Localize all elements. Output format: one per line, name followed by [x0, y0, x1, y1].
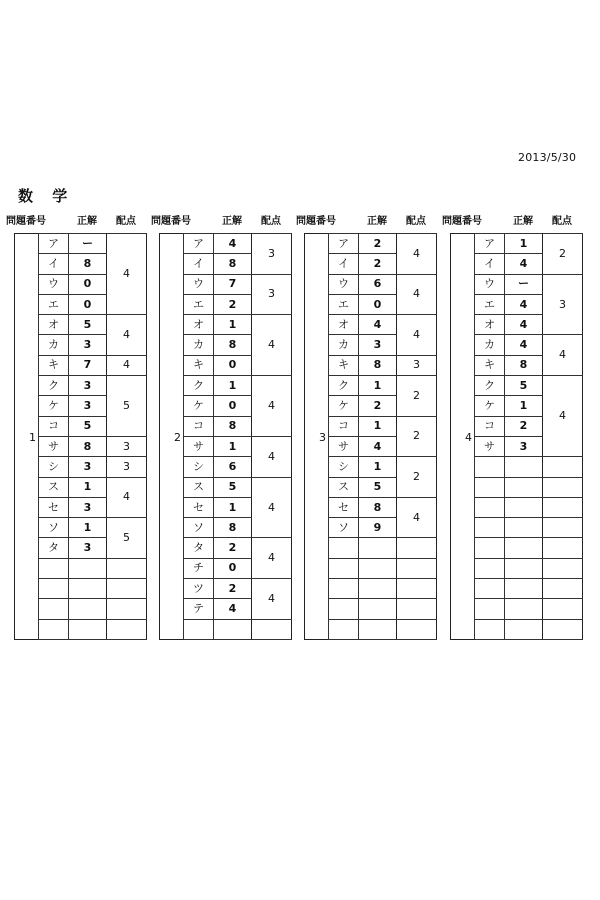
points-value-empty	[252, 619, 292, 639]
answer-value: 2	[359, 254, 397, 274]
answer-value: 2	[214, 579, 252, 599]
answer-value: 5	[359, 477, 397, 497]
points-value: 4	[397, 234, 437, 275]
answer-value: 3	[69, 457, 107, 477]
kana-label: コ	[39, 416, 69, 436]
kana-label	[475, 619, 505, 639]
kana-label: サ	[475, 436, 505, 456]
answer-value: 3	[359, 335, 397, 355]
answer-value: 4	[214, 599, 252, 619]
header-points: 配点	[116, 216, 136, 227]
kana-label: ク	[39, 376, 69, 396]
kana-label: エ	[329, 294, 359, 314]
answer-value	[505, 619, 543, 639]
kana-label	[329, 538, 359, 558]
points-value: 4	[543, 335, 583, 376]
kana-label: ソ	[329, 518, 359, 538]
points-value: 4	[252, 436, 292, 477]
answer-value: 1	[69, 518, 107, 538]
points-value-empty	[543, 457, 583, 477]
answer-value: 1	[359, 457, 397, 477]
answer-value: 7	[214, 274, 252, 294]
answer-value	[359, 579, 397, 599]
answer-value: 0	[359, 294, 397, 314]
kana-label: コ	[475, 416, 505, 436]
header-points: 配点	[552, 216, 572, 227]
points-value: 5	[107, 376, 147, 437]
answer-value: 8	[359, 497, 397, 517]
points-value-empty	[397, 558, 437, 578]
kana-label	[329, 558, 359, 578]
kana-label: テ	[184, 599, 214, 619]
answer-value	[505, 477, 543, 497]
kana-label	[475, 558, 505, 578]
kana-label: ス	[39, 477, 69, 497]
kana-label	[475, 457, 505, 477]
answer-value	[69, 558, 107, 578]
header-answer: 正解	[513, 216, 533, 227]
kana-label: ア	[475, 234, 505, 254]
points-value: 4	[107, 355, 147, 375]
answer-value: 0	[69, 274, 107, 294]
answer-table	[450, 233, 583, 640]
points-value-empty	[543, 477, 583, 497]
table-row	[160, 234, 292, 254]
kana-label	[475, 579, 505, 599]
points-value: 2	[397, 457, 437, 498]
answer-value: 0	[214, 396, 252, 416]
answer-value: 5	[214, 477, 252, 497]
points-value-empty	[543, 619, 583, 639]
question-number: 2	[160, 234, 184, 640]
kana-label: シ	[184, 457, 214, 477]
kana-label: イ	[184, 254, 214, 274]
answer-value: 8	[214, 254, 252, 274]
kana-label: チ	[184, 558, 214, 578]
answer-value: 1	[505, 234, 543, 254]
answer-value: 4	[359, 315, 397, 335]
answer-value: 1	[214, 315, 252, 335]
kana-label: カ	[475, 335, 505, 355]
answer-value	[359, 619, 397, 639]
points-value-empty	[543, 579, 583, 599]
question-number: 3	[305, 234, 329, 640]
points-value-empty	[397, 599, 437, 619]
points-value-empty	[397, 538, 437, 558]
answer-value: 2	[359, 396, 397, 416]
kana-label: イ	[39, 254, 69, 274]
points-value: 3	[107, 457, 147, 477]
points-value: 3	[397, 355, 437, 375]
kana-label: ツ	[184, 579, 214, 599]
kana-label: コ	[184, 416, 214, 436]
kana-label: ソ	[39, 518, 69, 538]
kana-label	[329, 599, 359, 619]
points-value-empty	[107, 599, 147, 619]
answer-value: 8	[214, 518, 252, 538]
kana-label: ケ	[184, 396, 214, 416]
answer-value: 2	[359, 234, 397, 254]
answer-value: 6	[359, 274, 397, 294]
answer-value: 8	[359, 355, 397, 375]
kana-label: エ	[475, 294, 505, 314]
answer-value: 3	[69, 376, 107, 396]
kana-label: セ	[329, 497, 359, 517]
kana-label	[39, 619, 69, 639]
kana-label	[329, 619, 359, 639]
table-row	[451, 234, 583, 254]
answer-value	[69, 619, 107, 639]
header-answer: 正解	[77, 216, 97, 227]
answer-value	[505, 538, 543, 558]
answer-value: 2	[214, 294, 252, 314]
answer-value: 0	[69, 294, 107, 314]
answer-value: ー	[505, 274, 543, 294]
question-number: 4	[451, 234, 475, 640]
answer-value	[359, 558, 397, 578]
answer-value: 4	[505, 294, 543, 314]
answer-value: 5	[505, 376, 543, 396]
answer-value: 1	[505, 396, 543, 416]
answer-table	[14, 233, 147, 640]
answer-value: 4	[359, 436, 397, 456]
kana-label	[39, 558, 69, 578]
kana-label: ク	[329, 376, 359, 396]
answer-value: 2	[214, 538, 252, 558]
answer-value: 8	[214, 335, 252, 355]
kana-label: カ	[329, 335, 359, 355]
points-value: 4	[397, 274, 437, 315]
kana-label: キ	[39, 355, 69, 375]
points-value: 4	[107, 315, 147, 356]
answer-value	[505, 579, 543, 599]
kana-label: エ	[184, 294, 214, 314]
answer-value: 8	[69, 254, 107, 274]
points-value-empty	[543, 497, 583, 517]
kana-label: キ	[475, 355, 505, 375]
answer-value: 8	[505, 355, 543, 375]
answer-value: 2	[505, 416, 543, 436]
answer-value: 4	[505, 254, 543, 274]
kana-label: オ	[329, 315, 359, 335]
kana-label: サ	[39, 436, 69, 456]
answer-value: 9	[359, 518, 397, 538]
answer-value: 3	[69, 335, 107, 355]
kana-label	[475, 497, 505, 517]
answer-value: 3	[505, 436, 543, 456]
answer-value: 1	[359, 416, 397, 436]
points-value: 3	[252, 234, 292, 275]
answer-value: 1	[214, 436, 252, 456]
answer-value	[69, 599, 107, 619]
points-value: 4	[543, 376, 583, 457]
kana-label: ケ	[39, 396, 69, 416]
points-value: 4	[252, 315, 292, 376]
kana-label	[329, 579, 359, 599]
table-row	[305, 234, 437, 254]
kana-label: オ	[39, 315, 69, 335]
kana-label: ス	[184, 477, 214, 497]
kana-label: シ	[329, 457, 359, 477]
kana-label: ウ	[184, 274, 214, 294]
kana-label: コ	[329, 416, 359, 436]
answer-value	[505, 497, 543, 517]
points-value: 3	[252, 274, 292, 315]
kana-label: ケ	[329, 396, 359, 416]
answer-value: 8	[214, 416, 252, 436]
kana-label: ウ	[39, 274, 69, 294]
answer-value: 5	[69, 315, 107, 335]
answer-table	[159, 233, 292, 640]
points-value: 5	[107, 518, 147, 559]
kana-label: セ	[39, 497, 69, 517]
answer-value	[505, 518, 543, 538]
kana-label: キ	[329, 355, 359, 375]
kana-label: カ	[39, 335, 69, 355]
kana-label: タ	[184, 538, 214, 558]
answer-value	[359, 599, 397, 619]
header-question-number: 問題番号	[6, 216, 46, 227]
points-value: 4	[252, 477, 292, 538]
answer-value: 4	[505, 315, 543, 335]
kana-label: ソ	[184, 518, 214, 538]
answer-value: 1	[359, 376, 397, 396]
header-answer: 正解	[222, 216, 242, 227]
answer-value	[505, 457, 543, 477]
points-value: 2	[397, 376, 437, 417]
points-value-empty	[543, 538, 583, 558]
kana-label: ク	[184, 376, 214, 396]
kana-label: セ	[184, 497, 214, 517]
answer-value: 1	[69, 477, 107, 497]
points-value-empty	[543, 558, 583, 578]
points-value-empty	[543, 599, 583, 619]
points-value: 4	[252, 376, 292, 437]
points-value: 4	[397, 497, 437, 538]
table-row	[15, 234, 147, 254]
kana-label: ア	[329, 234, 359, 254]
kana-label: イ	[329, 254, 359, 274]
kana-label: ア	[184, 234, 214, 254]
answer-value: 1	[214, 497, 252, 517]
kana-label: タ	[39, 538, 69, 558]
header-answer: 正解	[367, 216, 387, 227]
kana-label: キ	[184, 355, 214, 375]
question-number: 1	[15, 234, 39, 640]
header-question-number: 問題番号	[296, 216, 336, 227]
points-value: 2	[397, 416, 437, 457]
answer-value: 4	[214, 234, 252, 254]
kana-label: カ	[184, 335, 214, 355]
kana-label: ア	[39, 234, 69, 254]
points-value: 4	[252, 538, 292, 579]
points-value: 4	[107, 234, 147, 315]
subject-title: 数 学	[18, 187, 75, 205]
answer-value: 3	[69, 497, 107, 517]
document-date: 2013/5/30	[518, 151, 577, 164]
answer-value: 4	[505, 335, 543, 355]
kana-label: ケ	[475, 396, 505, 416]
kana-label	[475, 599, 505, 619]
header-points: 配点	[261, 216, 281, 227]
kana-label	[184, 619, 214, 639]
points-value: 4	[252, 579, 292, 620]
points-value-empty	[543, 518, 583, 538]
kana-label: オ	[184, 315, 214, 335]
points-value: 4	[107, 477, 147, 518]
kana-label	[475, 538, 505, 558]
answer-value: ー	[69, 234, 107, 254]
answer-value: 0	[214, 355, 252, 375]
answer-value: 7	[69, 355, 107, 375]
kana-label: ク	[475, 376, 505, 396]
answer-value: 5	[69, 416, 107, 436]
answer-value: 3	[69, 538, 107, 558]
header-question-number: 問題番号	[442, 216, 482, 227]
kana-label: ス	[329, 477, 359, 497]
points-value-empty	[397, 579, 437, 599]
kana-label	[475, 518, 505, 538]
kana-label: ウ	[329, 274, 359, 294]
points-value: 2	[543, 234, 583, 275]
points-value-empty	[397, 619, 437, 639]
answer-value	[214, 619, 252, 639]
kana-label: エ	[39, 294, 69, 314]
points-value: 3	[543, 274, 583, 335]
kana-label: オ	[475, 315, 505, 335]
answer-value: 6	[214, 457, 252, 477]
kana-label: サ	[329, 436, 359, 456]
points-value-empty	[107, 579, 147, 599]
kana-label	[39, 599, 69, 619]
points-value: 3	[107, 436, 147, 456]
answer-value: 1	[214, 376, 252, 396]
answer-value	[69, 579, 107, 599]
kana-label: サ	[184, 436, 214, 456]
answer-value: 8	[69, 436, 107, 456]
answer-value	[505, 558, 543, 578]
answer-value	[359, 538, 397, 558]
answer-value: 0	[214, 558, 252, 578]
kana-label: イ	[475, 254, 505, 274]
points-value: 4	[397, 315, 437, 356]
kana-label	[39, 579, 69, 599]
kana-label: シ	[39, 457, 69, 477]
kana-label: ウ	[475, 274, 505, 294]
kana-label	[475, 477, 505, 497]
answer-table	[304, 233, 437, 640]
points-value-empty	[107, 558, 147, 578]
answer-value: 3	[69, 396, 107, 416]
points-value-empty	[107, 619, 147, 639]
header-points: 配点	[406, 216, 426, 227]
answer-value	[505, 599, 543, 619]
header-question-number: 問題番号	[151, 216, 191, 227]
